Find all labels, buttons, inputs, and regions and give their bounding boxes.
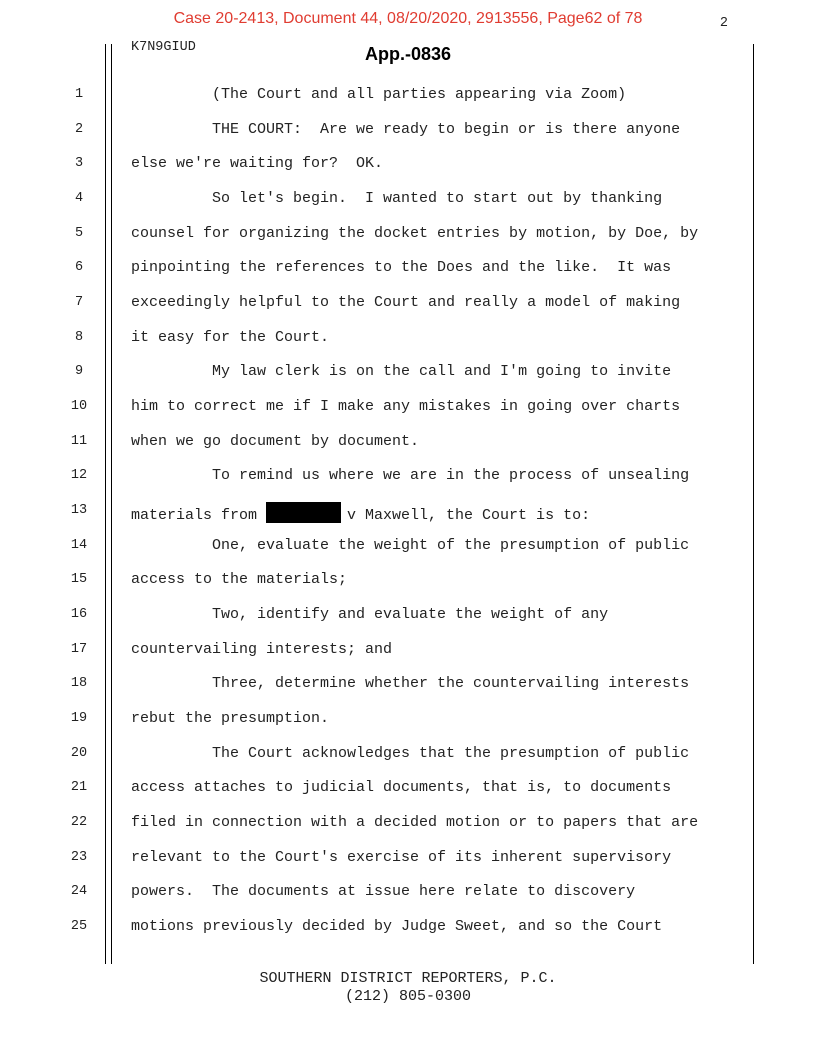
transcript-line: countervailing interests; and [131,641,393,658]
transcript-line: My law clerk is on the call and I'm going to invite [131,363,672,380]
transcript-line: motions previously decided by Judge Sweet, and so the Court [131,918,663,935]
line-number: 3 [74,156,84,171]
line-number: 15 [70,572,88,587]
line-number: 21 [70,780,88,795]
line-number: 25 [70,919,88,934]
transcript-line: pinpointing the references to the Does and the like. It was [131,259,672,276]
line-number: 10 [70,399,88,414]
line-number: 16 [70,607,88,622]
line-number: 20 [70,746,88,761]
reporter-name: SOUTHERN DISTRICT REPORTERS, P.C. [259,970,557,987]
transcript-line [131,502,590,524]
line-number: 4 [74,191,84,206]
transcript-line: powers. The documents at issue here relate to discovery [131,883,636,900]
transcript-line: counsel for organizing the docket entries by motion, by Doe, by [131,225,699,242]
line-number: 13 [70,503,88,518]
transcript-line: The Court acknowledges that the presumption of public [131,745,690,762]
line-number: 5 [74,226,84,241]
line-number: 6 [74,260,84,275]
line-number: 17 [70,642,88,657]
line-number: 18 [70,676,88,691]
transcript-line-suffix: v Maxwell, the Court is to: [347,507,591,524]
transcript-line: (The Court and all parties appearing via Zoom) [131,86,627,103]
left-margin-rule-inner [111,44,112,964]
reporter-phone: (212) 805-0300 [344,988,472,1005]
transcript-line: To remind us where we are in the process of unsealing [131,467,690,484]
transcript-line: relevant to the Court's exercise of its inherent supervisory [131,849,672,866]
transcript-line: Three, determine whether the countervailing interests [131,675,690,692]
redaction-box [266,502,341,523]
transcript-line: THE COURT: Are we ready to begin or is there anyone [131,121,681,138]
transcript-line: him to correct me if I make any mistakes in going over charts [131,398,681,415]
transcript-line: access attaches to judicial documents, that is, to documents [131,779,672,796]
case-header: Case 20-2413, Document 44, 08/20/2020, 2913556, Page62 of 78 [173,10,643,27]
transcript-line: Two, identify and evaluate the weight of any [131,606,609,623]
line-number: 8 [74,330,84,345]
footer [0,970,816,1006]
line-number: 1 [74,87,84,102]
line-number: 11 [70,434,88,449]
transcript-line: it easy for the Court. [131,329,330,346]
line-number: 9 [74,364,84,379]
line-number: 24 [70,884,88,899]
transcript-line: else we're waiting for? OK. [131,155,384,172]
right-margin-rule [753,44,754,964]
transcript-line: exceedingly helpful to the Court and really a model of making [131,294,681,311]
line-number: 12 [70,468,88,483]
transcript-line: when we go document by document. [131,433,420,450]
transcript-line: rebut the presumption. [131,710,330,727]
line-number: 2 [74,122,84,137]
docket-code: K7N9GIUD [131,40,196,55]
appendix-number: App.-0836 [364,44,452,64]
left-margin-rule [105,44,106,964]
transcript-line: So let's begin. I wanted to start out by thanking [131,190,663,207]
transcript-line: filed in connection with a decided motion or to papers that are [131,814,699,831]
transcript-line: One, evaluate the weight of the presumption of public [131,537,690,554]
line-number: 14 [70,538,88,553]
transcript-line-prefix: materials from [131,507,267,524]
transcript-line: access to the materials; [131,571,348,588]
line-number: 7 [74,295,84,310]
line-number: 19 [70,711,88,726]
line-number: 22 [70,815,88,830]
line-number: 23 [70,850,88,865]
page-number: 2 [719,16,728,31]
